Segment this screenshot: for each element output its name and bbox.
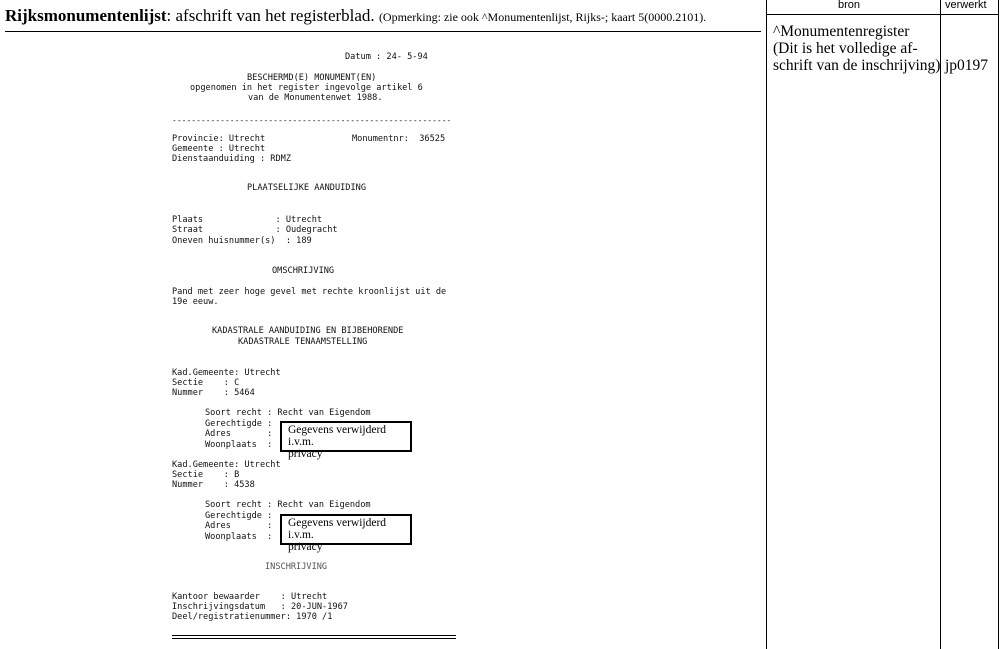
heading: opgenomen in het register ingevolge artikel 6 [190,83,423,93]
gemeente: Gemeente : Utrecht [172,144,266,154]
kantoor-bewaarder: Kantoor bewaarder : Utrecht [172,592,328,602]
woonplaats: Woonplaats : [205,532,273,542]
kad-nummer: Nummer : 4538 [172,480,255,490]
redaction-text: privacy [288,541,323,553]
datum: Datum : 24- 5-94 [345,52,428,62]
privacy-redaction-box [280,514,412,553]
adres: Adres : [205,521,273,531]
inschrijvingsdatum: Inschrijvingsdatum : 20-JUN-1967 [172,602,348,612]
kad-gemeente: Kad.Gemeente: Utrecht [172,460,281,470]
soort-recht: Soort recht : Recht van Eigendom [205,500,371,510]
redaction-text: Gegevens verwijderd i.v.m. [288,517,387,541]
privacy-redaction-box [280,421,412,460]
title-note: (Opmerking: zie ook ^Monumentenlijst, Rijks-; kaart 5(0000.2101). [378,10,707,24]
registratienummer: Deel/registratienummer: 1970 /1 [172,612,333,622]
provincie: Provincie: Utrecht [172,134,266,144]
header-bron: bron [838,0,861,11]
title-bold: Rijksmonumentenlijst [5,6,167,25]
verwerkt-value: jp0197 [945,57,989,74]
huisnummer: Oneven huisnummer(s) : 189 [172,236,312,246]
plaats: Plaats : Utrecht [172,215,323,225]
section-heading: OMSCHRIJVING [272,266,335,276]
adres: Adres : [205,429,273,439]
section-heading: INSCHRIJVING [265,562,328,572]
woonplaats: Woonplaats : [205,440,273,450]
bron-line: (Dit is het volledige af- [773,40,918,57]
double-rule [172,638,456,639]
section-heading: PLAATSELIJKE AANDUIDING [247,183,366,193]
soort-recht: Soort recht : Recht van Eigendom [205,408,371,418]
redaction-text: privacy [288,448,323,460]
column-divider [940,0,941,649]
bron-line: ^Monumentenregister [773,23,910,40]
kad-gemeente: Kad.Gemeente: Utrecht [172,368,281,378]
header-line [766,14,999,15]
section-heading: KADASTRALE AANDUIDING EN BIJBEHORENDE [212,326,404,336]
omschrijving: Pand met zeer hoge gevel met rechte kroonlijst uit de [172,287,447,297]
dash-separator: ---------------------------------------------------------- [172,116,452,125]
monumentnr: Monumentnr: 36525 [352,134,446,144]
heading: van de Monumentenwet 1988. [248,93,383,103]
page-title [5,6,706,26]
header-verwerkt: verwerkt [945,0,987,11]
gerechtigde: Gerechtigde : [205,511,273,521]
straat: Straat : Oudegracht [172,225,338,235]
section-heading: KADASTRALE TENAAMSTELLING [238,337,368,347]
dienstaanduiding: Dienstaanduiding : RDMZ [172,154,291,164]
title-rest: : afschrift van het registerblad. [166,6,375,25]
column-divider [766,0,767,649]
bron-line: schrift van de inschrijving) [773,57,941,74]
kad-nummer: Nummer : 5464 [172,388,255,398]
heading: BESCHERMD(E) MONUMENT(EN) [247,73,377,83]
kad-sectie: Sectie : C [172,378,240,388]
kad-sectie: Sectie : B [172,470,240,480]
column-divider [998,0,999,649]
redaction-text: Gegevens verwijderd i.v.m. [288,424,387,448]
double-rule [172,635,456,636]
gerechtigde: Gerechtigde : [205,419,273,429]
title-underline [5,31,761,32]
omschrijving: 19e eeuw. [172,297,219,307]
